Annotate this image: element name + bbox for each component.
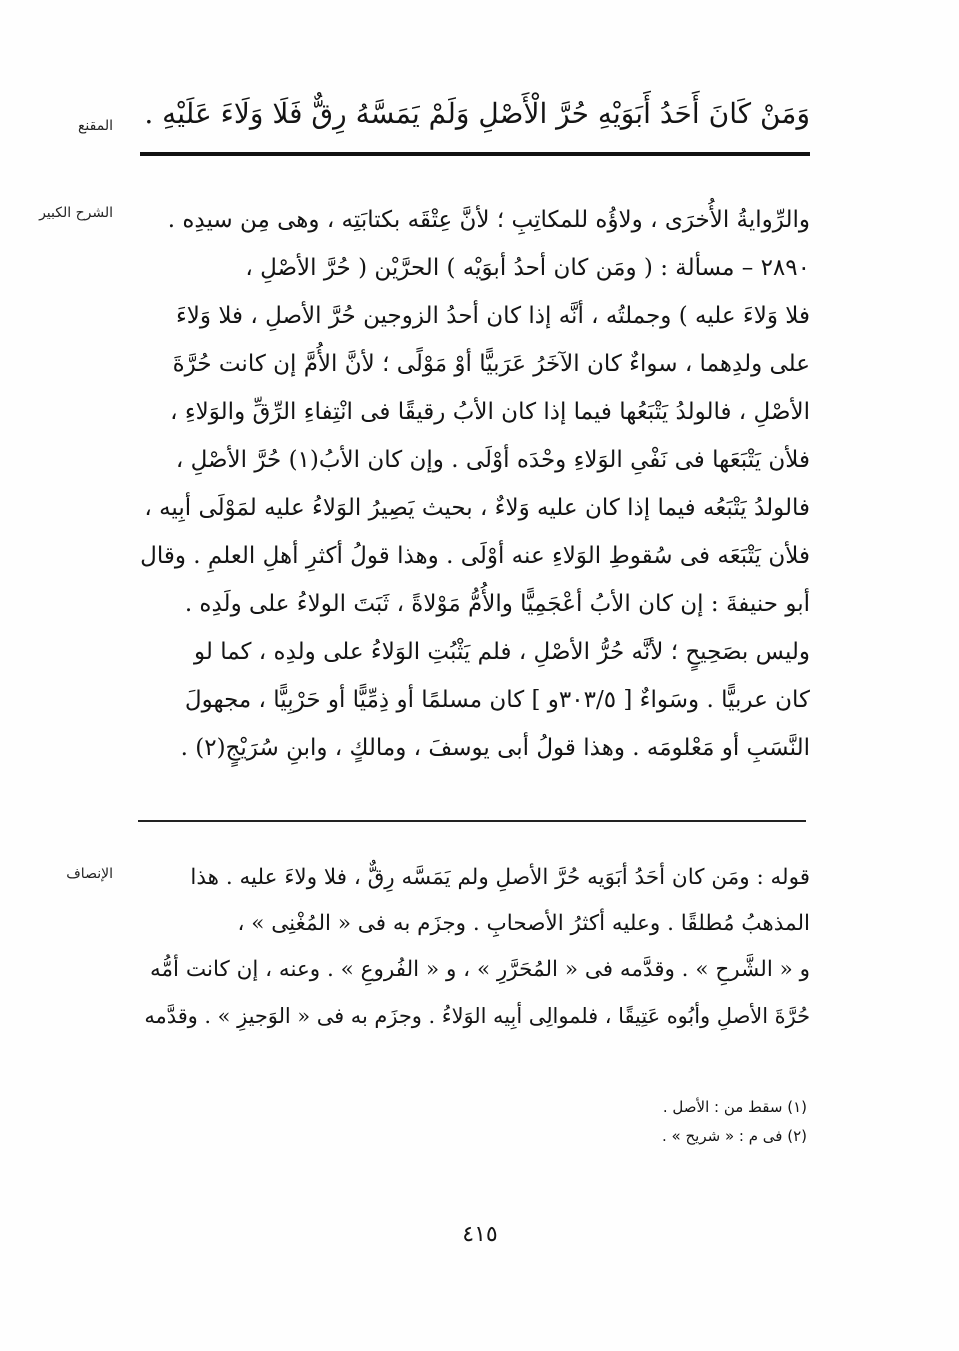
sharh-line: الأصْلِ ، فالولدُ يَتْبَعُها فيما إذا كان الأبُ رقيقًا فى انْتِفاءِ الرِّقِّ والوَلاءِ ، bbox=[170, 399, 810, 425]
insaf-line: حُرَّةَ الأصلِ وأبُوه عَتِيقًا ، فلموالِى أبِيه الوَلاءُ . وجزَم به فى « الوَجيزِ » . وقدَّمه bbox=[144, 1004, 810, 1028]
sharh-line: النَّسَبِ أو مَعْلومَه . وهذا قولُ أبى يوسفَ ، ومالكٍ ، وابنِ سُرَيْجٍ(٢) . bbox=[180, 735, 810, 761]
insaf-line: المذهبُ مُطلقًا . وعليه أكثرُ الأصحابِ . وجزَم به فى « المُغْنِى » ، bbox=[237, 911, 810, 936]
sharh-text-block bbox=[130, 196, 810, 772]
footnotes bbox=[407, 1093, 807, 1151]
insaf-label: الإنصاف bbox=[66, 866, 113, 882]
heavy-divider bbox=[140, 152, 810, 156]
sharh-line: كان عربيًّا . وسَواءٌ [ ٣٠٣/٥و ] كان مسلمًا أو ذِمِّيًّا أو حَرْبِيًّا ، مجهولَ bbox=[184, 687, 810, 713]
sharh-line: والرِّوايةُ الأُخرَى ، ولاؤُه للمكاتِبِ ؛ لأنَّ عِتْقَه بكتابَتِه ، وهى مِن سيدِه . bbox=[167, 207, 810, 233]
sharh-line: وليس بصَحِيحٍ ؛ لأنَّه حُرُّ الأصْلِ ، فلم يَثْبُتِ الوَلاءُ على ولدِه ، كما لو bbox=[194, 639, 810, 665]
footnote-1: (١) سقط من : الأصل . bbox=[662, 1098, 807, 1116]
sharh-line: فلأن يَتْبَعَه فى سُقوطِ الوَلاءِ عنه أوْلَى . وهذا قولُ أكثرِ أهلِ العلمِ . وقال bbox=[140, 543, 810, 569]
insaf-line: قوله : ومَن كان أحَدُ أبَوَيه حُرَّ الأصلِ ولم يَمَسَّه رِقٌّ ، فلا ولاءَ عليه . هذا bbox=[190, 865, 810, 890]
muqni-text-block bbox=[130, 88, 810, 140]
sharh-line: ٢٨٩٠ – مسألة : ( ومَن كان أحدُ أبوَيْه ) الحرَّيْن ( حُرَّ الأصْلِ ، bbox=[245, 255, 810, 281]
page-number: ٤١٥ bbox=[462, 1222, 498, 1247]
muqni-text: وَمَنْ كَانَ أَحَدُ أَبَوَيْهِ حُرَّ الْأَصْلِ وَلَمْ يَمَسَّهُ رِقٌّ فَلَا وَلَاءَ عَلَيْهِ . bbox=[144, 97, 810, 130]
sharh-label: الشرح الكبير bbox=[39, 205, 113, 221]
sharh-line: فلأن يَتْبَعَها فى نَفْىِ الوَلاءِ وحْدَه أوْلَى . وإن كان الأبُ(١) حُرَّ الأصْلِ ، bbox=[175, 447, 810, 473]
sharh-line: على ولدِهما ، سواءٌ كان الآخَرُ عَرَبيًّا أوْ مَوْلًى ؛ لأنَّ الأُمَّ إن كانت حُرَّةَ bbox=[172, 351, 810, 377]
thin-divider bbox=[138, 820, 806, 822]
insaf-text-block bbox=[130, 855, 810, 1039]
sharh-line: أبو حنيفةَ : إن كان الأبُ أعْجَمِيًّا والأُمُّ مَوْلاةً ، ثَبَتَ الولاءُ على ولَدِه . bbox=[184, 591, 810, 617]
muqni-label: المقنع bbox=[77, 118, 113, 134]
insaf-line: و « الشَّرحِ » . وقدَّمه فى « المُحَرَّرِ » ، و « الفُروعِ » . وعنه ، إن كانت أمُّه bbox=[150, 957, 810, 982]
sharh-line: فلا وَلاءَ عليه ) وجملتُه ، أنَّه إذا كان أحدُ الزوجين حُرَّ الأصلِ ، فلا وَلاءَ bbox=[175, 303, 810, 329]
sharh-line: فالولدُ يَتْبَعُه فيما إذا كان عليه وَلاءٌ ، بحيث يَصِيرُ الوَلاءُ عليه لمَوْلَى أبِيه ، bbox=[144, 495, 810, 521]
footnote-2: (٢) فى م : « شريح » . bbox=[662, 1127, 807, 1145]
